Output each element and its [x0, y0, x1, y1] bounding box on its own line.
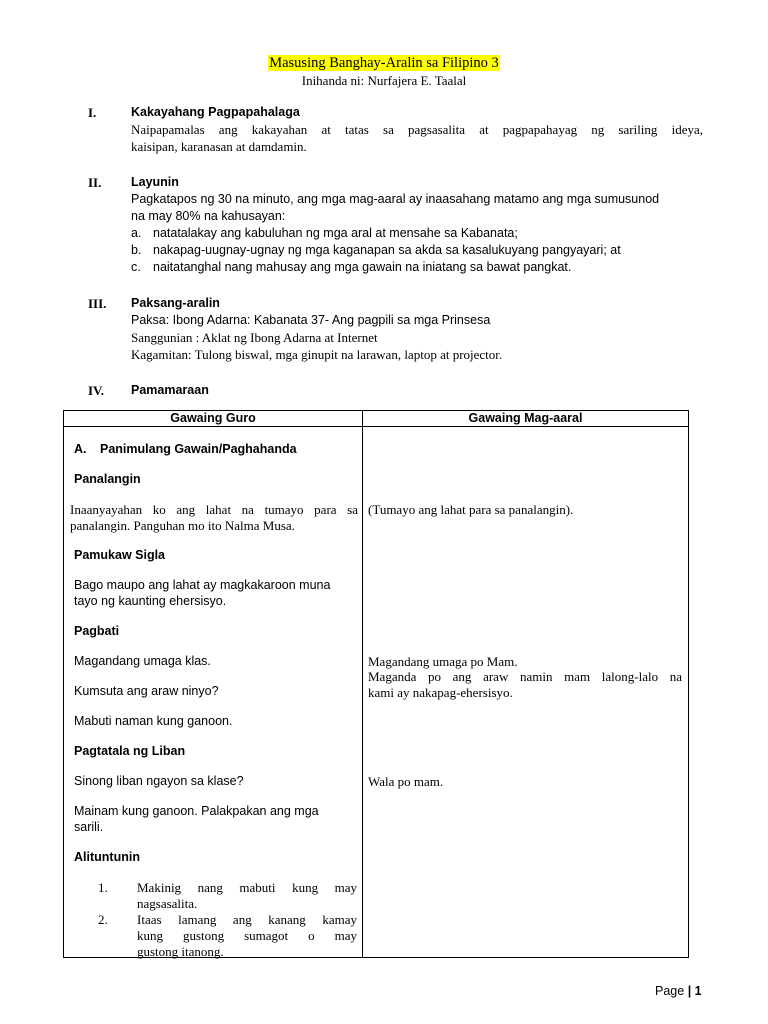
part-a-label: A. [74, 442, 87, 456]
rule-2-number: 2. [98, 912, 108, 927]
pamukaw-text-line1: Bago maupo ang lahat ay magkakaroon muna [74, 578, 331, 592]
panalangin-heading: Panalangin [74, 472, 141, 486]
section-4-numeral: IV. [88, 383, 105, 398]
magaaral-cell [363, 427, 689, 958]
magaaral-pagbati-text-1: Magandang umaga po Mam. [368, 654, 518, 669]
section-2-intro-line2: na may 80% na kahusayan: [131, 209, 286, 223]
pagtatala-ng-liban-heading: Pagtatala ng Liban [74, 744, 186, 758]
magaaral-pagbati-text-2-line1: Maganda po ang araw namin mam lalong-lalo na [368, 669, 682, 684]
section-2-numeral: II. [88, 175, 102, 190]
magaaral-pagbati-text-2-line2: kami ay nakapag-ehersisyo. [368, 685, 513, 700]
procedure-table [63, 410, 689, 958]
rule-1-line1: Makinig nang mabuti kung may [137, 880, 357, 895]
liban-text-1: Sinong liban ngayon sa klase? [74, 774, 244, 788]
pagbati-heading: Pagbati [74, 624, 120, 638]
rule-1-line2: nagsasalita. [137, 896, 198, 911]
objective-b-label: b. [131, 243, 142, 257]
document-title: Masusing Banghay-Aralin sa Filipino 3 [269, 55, 499, 71]
objective-c-label: c. [131, 260, 141, 274]
objective-c-text: naitatanghal nang mahusay ang mga gawain na iniatang sa bawat pangkat. [153, 260, 572, 274]
magaaral-panalangin-text: (Tumayo ang lahat para sa panalangin). [368, 502, 574, 517]
alituntunin-heading: Alituntunin [74, 850, 140, 864]
section-3-numeral: III. [88, 296, 107, 311]
liban-text-2-line2: sarili. [74, 820, 104, 834]
page-number: 1 [694, 984, 702, 998]
rule-1-number: 1. [98, 880, 108, 895]
pamukaw-text-line2: tayo ng kaunting ehersisyo. [74, 594, 227, 608]
panalangin-text-line1: Inaanyayahan ko ang lahat na tumayo para sa [70, 502, 358, 517]
section-3-heading: Paksang-aralin [131, 296, 220, 310]
rule-2-line1: Itaas lamang ang kanang kamay [137, 912, 357, 927]
sanggunian-line: Sanggunian : Aklat ng Ibong Adarna at Internet [131, 330, 378, 345]
pagbati-text-3: Mabuti naman kung ganoon. [74, 714, 233, 728]
pagbati-text-2: Kumsuta ang araw ninyo? [74, 684, 219, 698]
panalangin-text-line2: panalangin. Panguhan mo ito Nalma Musa. [70, 518, 295, 533]
guro-cell [64, 427, 363, 958]
kagamitan-line: Kagamitan: Tulong biswal, mga ginupit na larawan, laptop at projector. [131, 347, 503, 362]
rule-2-line2: kung gustong sumagot o may [137, 928, 357, 943]
magaaral-liban-text: Wala po mam. [368, 774, 444, 789]
section-2-heading: Layunin [131, 175, 179, 189]
pamukaw-sigla-heading: Pamukaw Sigla [74, 548, 166, 562]
rule-2-line3: gustong itanong. [137, 944, 224, 959]
pagbati-text-1: Magandang umaga klas. [74, 654, 211, 668]
section-1-text-line2: kaisipan, karanasan at damdamin. [131, 139, 307, 154]
liban-text-2-line1: Mainam kung ganoon. Palakpakan ang mga [74, 804, 319, 818]
page-separator: | [687, 984, 692, 998]
col-header-gawaing-guro: Gawaing Guro [64, 411, 363, 427]
section-4-heading: Pamamaraan [131, 383, 209, 397]
col-header-gawaing-magaaral: Gawaing Mag-aaral [363, 411, 689, 427]
document-title-wrap [0, 55, 768, 72]
section-1-heading: Kakayahang Pagpapahalaga [131, 105, 300, 119]
objective-b-text: nakapag-uugnay-ugnay ng mga kaganapan sa akda sa kasalukuyang pangyayari; at [153, 243, 621, 257]
objective-a-label: a. [131, 226, 142, 240]
page-label: Page [655, 984, 685, 998]
section-1-numeral: I. [88, 105, 97, 120]
section-2-intro-line1: Pagkatapos ng 30 na minuto, ang mga mag-aaral ay inaasahang matamo ang mga sumusunod [131, 192, 660, 206]
paksa-line: Paksa: Ibong Adarna: Kabanata 37- Ang pagpili sa mga Prinsesa [131, 313, 491, 327]
table-header-row [64, 411, 689, 427]
page-footer [655, 984, 702, 998]
objective-a-text: natatalakay ang kabuluhan ng mga aral at mensahe sa Kabanata; [153, 226, 518, 240]
table-body-row [64, 427, 689, 958]
section-1-text-line1: Naipapamalas ang kakayahan at tatas sa pagsasalita at pagpapahayag ng sariling ideya, [131, 122, 703, 137]
author-line: Inihanda ni: Nurfajera E. Taalal [301, 73, 467, 88]
part-a-title: Panimulang Gawain/Paghahanda [100, 442, 297, 456]
